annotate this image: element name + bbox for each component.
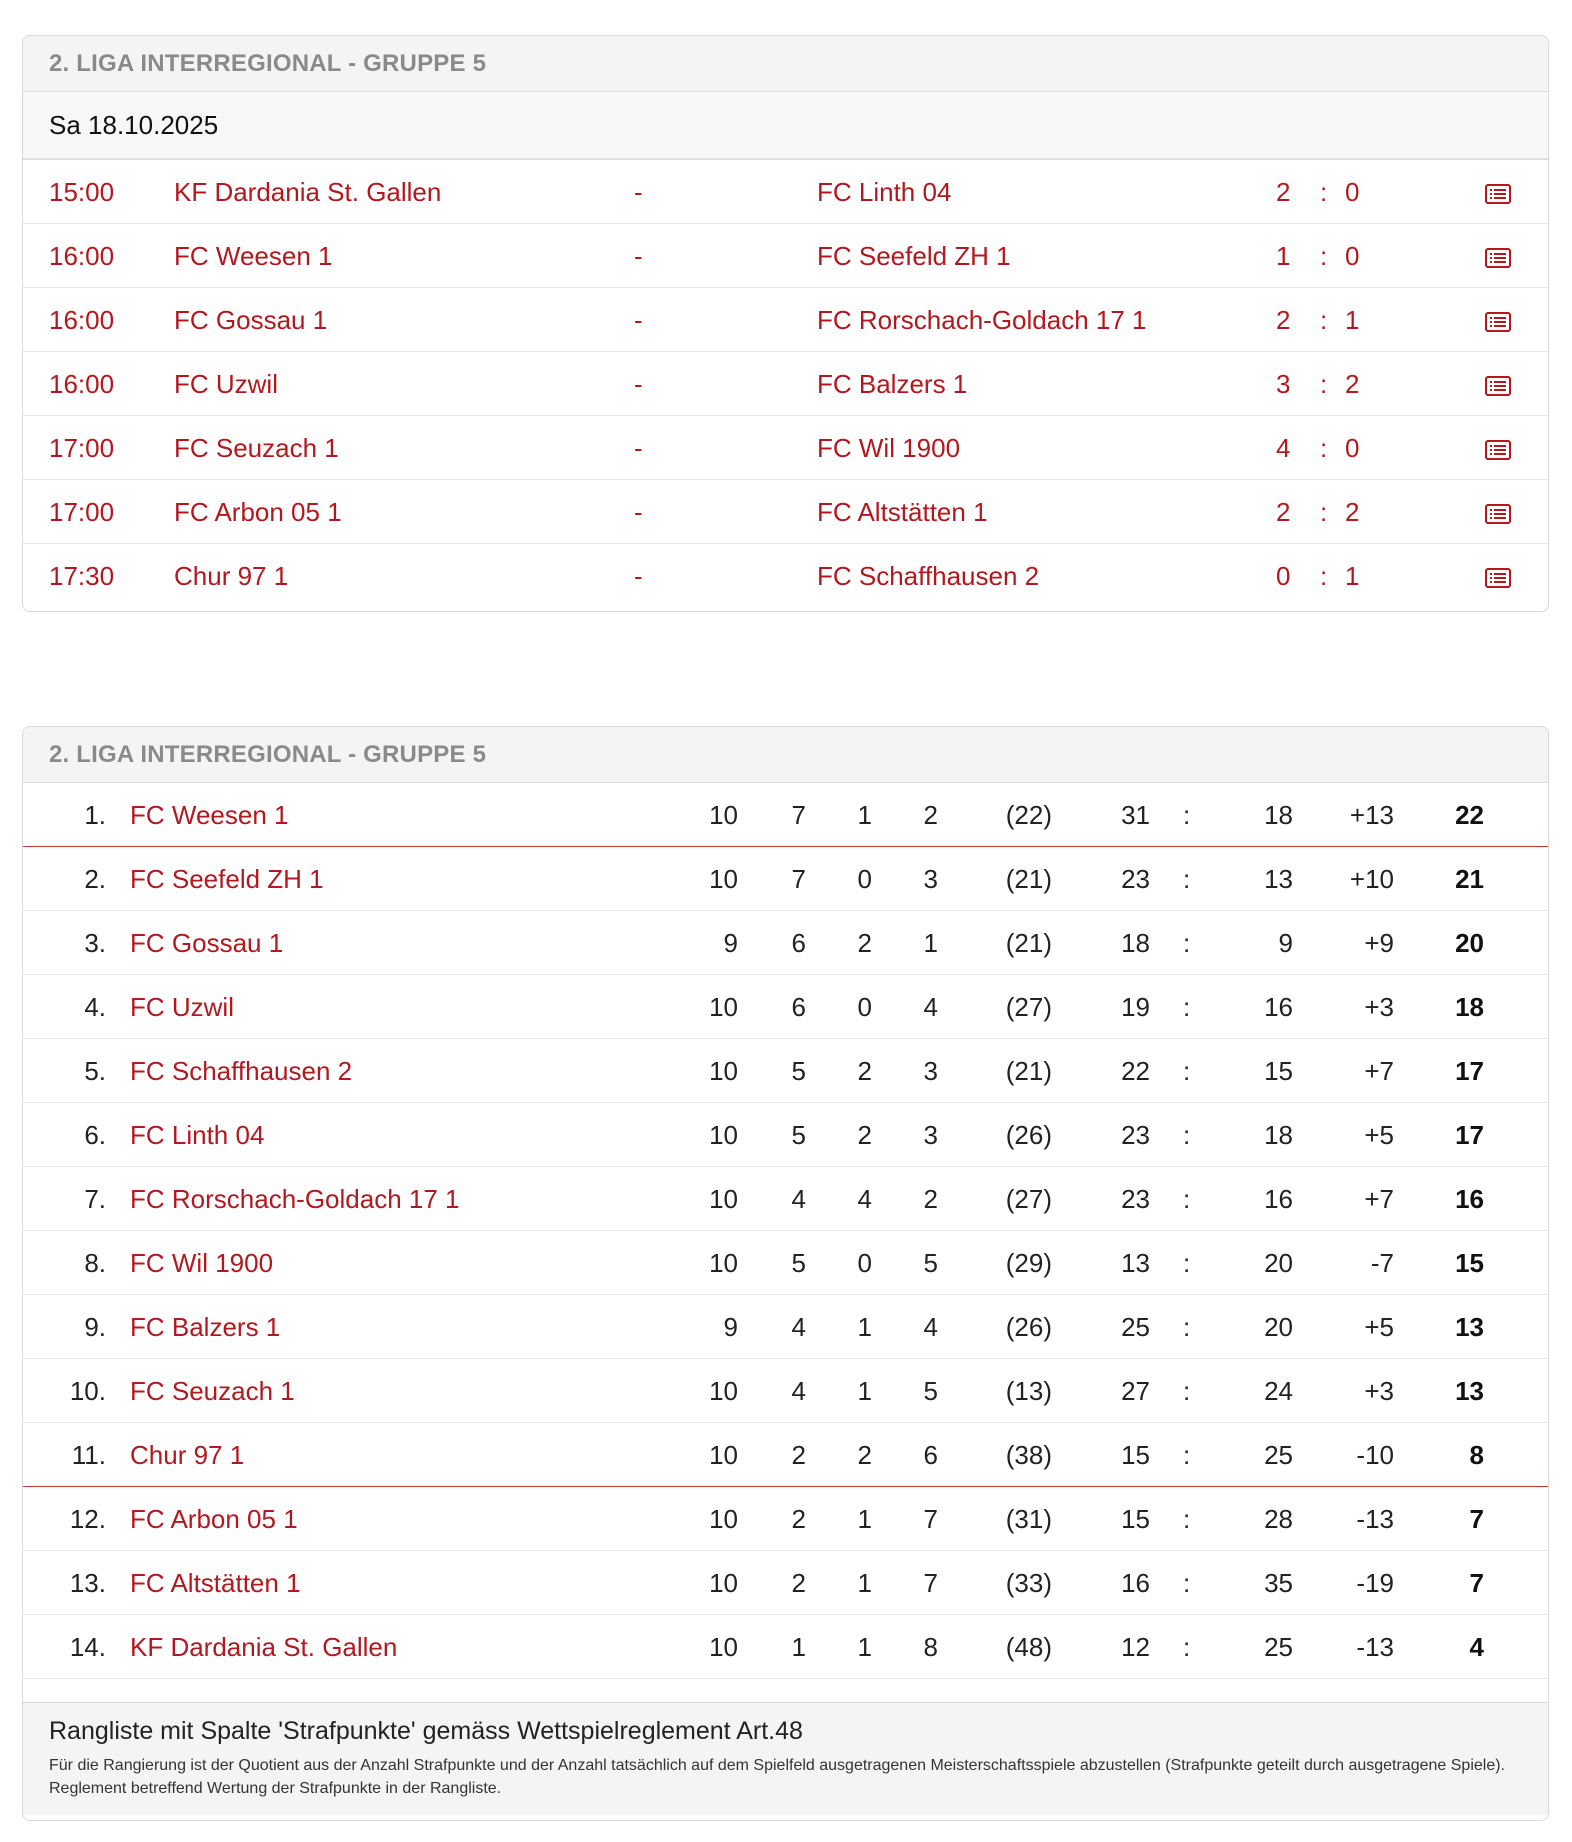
games-played: 10 <box>709 1504 738 1534</box>
match-separator: - <box>634 241 643 271</box>
draws: 0 <box>857 992 872 1022</box>
goals-for: 19 <box>1121 992 1150 1022</box>
team-link[interactable]: FC Rorschach-Goldach 17 1 <box>130 1184 460 1214</box>
match-separator: - <box>634 433 643 463</box>
score-colon: : <box>1320 369 1328 399</box>
goals-against: 20 <box>1264 1312 1293 1342</box>
wins: 5 <box>791 1248 806 1278</box>
match-row[interactable] <box>23 224 1548 288</box>
score-colon: : <box>1320 561 1328 591</box>
away-score[interactable]: 1 <box>1345 305 1360 335</box>
losses: 1 <box>923 928 938 958</box>
match-row[interactable] <box>23 160 1548 224</box>
draws: 1 <box>857 1632 872 1662</box>
standings-table <box>23 783 1548 1679</box>
rank: 12. <box>69 1504 106 1534</box>
wins: 7 <box>791 800 806 830</box>
goals-colon: : <box>1183 1568 1191 1598</box>
draws: 0 <box>857 864 872 894</box>
goals-for: 18 <box>1121 928 1150 958</box>
penalty-points: (21) <box>1005 1056 1052 1086</box>
rank: 4. <box>84 992 106 1022</box>
goal-difference: +5 <box>1364 1312 1394 1342</box>
rank: 11. <box>71 1440 106 1470</box>
home-team-link[interactable]: Chur 97 1 <box>174 561 289 591</box>
points: 17 <box>1455 1120 1484 1150</box>
games-played: 10 <box>709 1568 738 1598</box>
away-score[interactable]: 2 <box>1345 497 1360 527</box>
away-team-link[interactable]: FC Seefeld ZH 1 <box>817 241 1011 271</box>
away-team-link[interactable]: FC Wil 1900 <box>817 433 961 463</box>
match-time[interactable]: 16:00 <box>49 241 115 271</box>
losses: 3 <box>923 1120 938 1150</box>
losses: 2 <box>923 1184 938 1214</box>
rank: 6. <box>84 1120 106 1150</box>
goals-for: 27 <box>1121 1376 1150 1406</box>
goal-difference: +7 <box>1364 1056 1394 1086</box>
table-row <box>23 1423 1548 1487</box>
games-played: 10 <box>709 800 738 830</box>
wins: 5 <box>791 1056 806 1086</box>
table-row <box>23 783 1548 847</box>
draws: 1 <box>857 1568 872 1598</box>
team-link[interactable]: FC Gossau 1 <box>130 928 284 958</box>
goals-for: 15 <box>1121 1504 1150 1534</box>
penalty-points: (31) <box>1005 1504 1052 1534</box>
team-link[interactable]: FC Weesen 1 <box>130 800 289 830</box>
away-score[interactable]: 0 <box>1345 433 1360 463</box>
match-row[interactable] <box>23 416 1548 480</box>
goals-colon: : <box>1183 1248 1191 1278</box>
table-row <box>23 1167 1548 1231</box>
table-row <box>23 1487 1548 1551</box>
goal-difference: +5 <box>1364 1120 1394 1150</box>
goal-difference: -7 <box>1370 1248 1394 1278</box>
away-team-link[interactable]: FC Altstätten 1 <box>817 497 988 527</box>
wins: 5 <box>791 1120 806 1150</box>
goals-colon: : <box>1183 928 1191 958</box>
away-team-link[interactable]: FC Rorschach-Goldach 17 1 <box>817 305 1147 335</box>
goal-difference: -19 <box>1356 1568 1394 1598</box>
goals-against: 15 <box>1264 1056 1293 1086</box>
games-played: 10 <box>709 1056 738 1086</box>
goals-for: 23 <box>1121 1120 1150 1150</box>
goals-colon: : <box>1183 1440 1191 1470</box>
match-separator: - <box>634 177 643 207</box>
goal-difference: +3 <box>1364 1376 1394 1406</box>
goals-against: 18 <box>1264 800 1293 830</box>
score-colon: : <box>1320 241 1328 271</box>
draws: 4 <box>857 1184 872 1214</box>
score-colon: : <box>1320 497 1328 527</box>
standings-panel-title: 2. LIGA INTERREGIONAL - GRUPPE 5 <box>23 727 1548 783</box>
away-score[interactable]: 0 <box>1345 241 1360 271</box>
table-row <box>23 1103 1548 1167</box>
goals-colon: : <box>1183 1504 1191 1534</box>
home-score[interactable]: 2 <box>1276 177 1291 207</box>
goals-against: 35 <box>1264 1568 1293 1598</box>
team-link[interactable]: FC Altstätten 1 <box>130 1568 301 1598</box>
home-team-link[interactable]: FC Arbon 05 1 <box>174 497 342 527</box>
points: 22 <box>1455 800 1484 830</box>
goals-colon: : <box>1183 800 1191 830</box>
goals-against: 20 <box>1264 1248 1293 1278</box>
losses: 8 <box>923 1632 938 1662</box>
match-separator: - <box>634 369 643 399</box>
wins: 2 <box>791 1568 806 1598</box>
goal-difference: -13 <box>1356 1632 1394 1662</box>
losses: 2 <box>923 800 938 830</box>
penalty-points: (22) <box>1005 800 1052 830</box>
match-time[interactable]: 17:00 <box>49 433 115 463</box>
goals-for: 12 <box>1121 1632 1150 1662</box>
points: 21 <box>1455 864 1484 894</box>
wins: 4 <box>791 1376 806 1406</box>
team-link[interactable]: KF Dardania St. Gallen <box>130 1632 398 1662</box>
wins: 2 <box>791 1440 806 1470</box>
points: 13 <box>1455 1312 1484 1342</box>
home-score[interactable]: 4 <box>1276 433 1291 463</box>
away-team-link[interactable]: FC Schaffhausen 2 <box>817 561 1040 591</box>
home-score[interactable]: 3 <box>1276 369 1291 399</box>
away-team-link[interactable]: FC Balzers 1 <box>817 369 968 399</box>
match-row[interactable] <box>23 480 1548 544</box>
goals-colon: : <box>1183 1312 1191 1342</box>
games-played: 10 <box>709 992 738 1022</box>
report-icon[interactable] <box>1485 416 1511 480</box>
report-icon[interactable] <box>1485 352 1511 416</box>
wins: 4 <box>791 1184 806 1214</box>
games-played: 9 <box>723 1312 738 1342</box>
home-score[interactable]: 1 <box>1276 241 1291 271</box>
match-row[interactable] <box>23 544 1548 608</box>
goals-colon: : <box>1183 1120 1191 1150</box>
goals-for: 31 <box>1121 800 1150 830</box>
points: 16 <box>1455 1184 1484 1214</box>
losses: 6 <box>923 1440 938 1470</box>
rank: 9. <box>84 1312 106 1342</box>
goals-for: 16 <box>1121 1568 1150 1598</box>
note-title: Rangliste mit Spalte 'Strafpunkte' gemäss Wettspielreglement Art.48 <box>49 1717 803 1745</box>
wins: 1 <box>791 1632 806 1662</box>
points: 7 <box>1469 1568 1484 1598</box>
goal-difference: +9 <box>1364 928 1394 958</box>
goal-difference: +13 <box>1349 800 1394 830</box>
table-row <box>23 975 1548 1039</box>
home-team-link[interactable]: FC Gossau 1 <box>174 305 328 335</box>
goals-colon: : <box>1183 1184 1191 1214</box>
match-time[interactable]: 15:00 <box>49 177 115 207</box>
points: 20 <box>1455 928 1484 958</box>
match-date: Sa 18.10.2025 <box>23 92 1548 160</box>
rank: 7. <box>84 1184 106 1214</box>
home-score[interactable]: 2 <box>1276 305 1291 335</box>
draws: 0 <box>857 1248 872 1278</box>
draws: 2 <box>857 1440 872 1470</box>
match-time[interactable]: 16:00 <box>49 369 115 399</box>
report-icon[interactable] <box>1485 480 1511 544</box>
points: 8 <box>1469 1440 1484 1470</box>
games-played: 10 <box>709 864 738 894</box>
losses: 4 <box>923 992 938 1022</box>
wins: 7 <box>791 864 806 894</box>
report-icon[interactable] <box>1485 544 1511 608</box>
draws: 2 <box>857 1120 872 1150</box>
goals-against: 28 <box>1264 1504 1293 1534</box>
penalty-points: (21) <box>1005 928 1052 958</box>
home-team-link[interactable]: KF Dardania St. Gallen <box>174 177 442 207</box>
points: 15 <box>1455 1248 1484 1278</box>
goals-colon: : <box>1183 1056 1191 1086</box>
goals-against: 16 <box>1264 992 1293 1022</box>
team-link[interactable]: FC Seuzach 1 <box>130 1376 295 1406</box>
goals-for: 13 <box>1121 1248 1150 1278</box>
match-time[interactable]: 16:00 <box>49 305 115 335</box>
goals-colon: : <box>1183 1376 1191 1406</box>
games-played: 10 <box>709 1440 738 1470</box>
match-separator: - <box>634 305 643 335</box>
team-link[interactable]: FC Balzers 1 <box>130 1312 281 1342</box>
table-row <box>23 1551 1548 1615</box>
score-colon: : <box>1320 305 1328 335</box>
goals-against: 25 <box>1264 1440 1293 1470</box>
penalty-points: (33) <box>1005 1568 1052 1598</box>
rank: 10. <box>69 1376 106 1406</box>
results-panel-title: 2. LIGA INTERREGIONAL - GRUPPE 5 <box>23 36 1548 92</box>
away-team-link[interactable]: FC Linth 04 <box>817 177 952 207</box>
penalty-points: (27) <box>1005 992 1052 1022</box>
home-team-link[interactable]: FC Weesen 1 <box>174 241 333 271</box>
penalty-points: (26) <box>1005 1312 1052 1342</box>
points: 18 <box>1455 992 1484 1022</box>
penalty-points: (38) <box>1005 1440 1052 1470</box>
goals-against: 25 <box>1264 1632 1293 1662</box>
draws: 1 <box>857 1376 872 1406</box>
team-link[interactable]: FC Arbon 05 1 <box>130 1504 298 1534</box>
rank: 5. <box>84 1056 106 1086</box>
rank: 8. <box>84 1248 106 1278</box>
goal-difference: +7 <box>1364 1184 1394 1214</box>
penalty-points: (26) <box>1005 1120 1052 1150</box>
goals-for: 23 <box>1121 864 1150 894</box>
table-row <box>23 911 1548 975</box>
rank: 1. <box>84 800 106 830</box>
points: 7 <box>1469 1504 1484 1534</box>
home-team-link[interactable]: FC Seuzach 1 <box>174 433 339 463</box>
games-played: 10 <box>709 1376 738 1406</box>
match-row[interactable] <box>23 352 1548 416</box>
rank: 3. <box>84 928 106 958</box>
home-score[interactable]: 2 <box>1276 497 1291 527</box>
goals-against: 16 <box>1264 1184 1293 1214</box>
table-row <box>23 1231 1548 1295</box>
report-icon[interactable] <box>1485 160 1511 224</box>
losses: 3 <box>923 1056 938 1086</box>
penalty-points: (27) <box>1005 1184 1052 1214</box>
games-played: 10 <box>709 1184 738 1214</box>
goals-for: 25 <box>1121 1312 1150 1342</box>
goals-against: 9 <box>1278 928 1293 958</box>
goal-difference: +3 <box>1364 992 1394 1022</box>
draws: 1 <box>857 1504 872 1534</box>
draws: 2 <box>857 928 872 958</box>
table-row <box>23 1359 1548 1423</box>
goals-for: 22 <box>1121 1056 1150 1086</box>
team-link[interactable]: FC Linth 04 <box>130 1120 265 1150</box>
penalty-points: (13) <box>1005 1376 1052 1406</box>
games-played: 10 <box>709 1248 738 1278</box>
table-row <box>23 847 1548 911</box>
match-row[interactable] <box>23 288 1548 352</box>
match-separator: - <box>634 561 643 591</box>
home-score[interactable]: 0 <box>1276 561 1291 591</box>
games-played: 10 <box>709 1632 738 1662</box>
note-text: Für die Rangierung ist der Quotient aus der Anzahl Strafpunkte und der Anzahl tatsächlich auf dem Spielfeld ausgetragenen Meisterschaftsspiele abzustellen (Strafpunkte geteilt durch ausgetragene Spiele). Reglement betreffend Wertung der Strafpunkte in der Rangliste. <box>49 1757 1505 1797</box>
score-colon: : <box>1320 433 1328 463</box>
team-link[interactable]: FC Uzwil <box>130 992 234 1022</box>
home-team-link[interactable]: FC Uzwil <box>174 369 278 399</box>
goal-difference: -13 <box>1356 1504 1394 1534</box>
losses: 7 <box>923 1504 938 1534</box>
games-played: 9 <box>723 928 738 958</box>
goal-difference: -10 <box>1356 1440 1394 1470</box>
goals-against: 24 <box>1264 1376 1293 1406</box>
draws: 2 <box>857 1056 872 1086</box>
table-row <box>23 1615 1548 1679</box>
goals-for: 15 <box>1121 1440 1150 1470</box>
goals-against: 18 <box>1264 1120 1293 1150</box>
penalty-points: (48) <box>1005 1632 1052 1662</box>
draws: 1 <box>857 1312 872 1342</box>
team-link[interactable]: FC Schaffhausen 2 <box>130 1056 353 1086</box>
losses: 5 <box>923 1248 938 1278</box>
match-time[interactable]: 17:00 <box>49 497 115 527</box>
away-score[interactable]: 1 <box>1345 561 1360 591</box>
results-panel <box>22 35 1549 612</box>
points: 17 <box>1455 1056 1484 1086</box>
team-link[interactable]: Chur 97 1 <box>130 1440 245 1470</box>
standings-note <box>23 1703 1548 1815</box>
away-score[interactable]: 0 <box>1345 177 1360 207</box>
standings-panel <box>22 726 1549 1821</box>
points: 4 <box>1469 1632 1484 1662</box>
wins: 4 <box>791 1312 806 1342</box>
draws: 1 <box>857 800 872 830</box>
losses: 7 <box>923 1568 938 1598</box>
goal-difference: +10 <box>1349 864 1394 894</box>
away-score[interactable]: 2 <box>1345 369 1360 399</box>
match-time[interactable]: 17:30 <box>49 561 115 591</box>
match-separator: - <box>634 497 643 527</box>
wins: 6 <box>791 992 806 1022</box>
team-link[interactable]: FC Wil 1900 <box>130 1248 274 1278</box>
table-row <box>23 1039 1548 1103</box>
score-colon: : <box>1320 177 1328 207</box>
goals-colon: : <box>1183 1632 1191 1662</box>
rank: 2. <box>84 864 106 894</box>
goals-colon: : <box>1183 992 1191 1022</box>
goals-against: 13 <box>1264 864 1293 894</box>
table-row <box>23 1295 1548 1359</box>
losses: 5 <box>923 1376 938 1406</box>
penalty-points: (21) <box>1005 864 1052 894</box>
points: 13 <box>1455 1376 1484 1406</box>
rank: 14. <box>69 1632 106 1662</box>
report-icon[interactable] <box>1485 224 1511 288</box>
goals-for: 23 <box>1121 1184 1150 1214</box>
report-icon[interactable] <box>1485 288 1511 352</box>
goals-colon: : <box>1183 864 1191 894</box>
table-spacer <box>23 1679 1548 1703</box>
games-played: 10 <box>709 1120 738 1150</box>
wins: 2 <box>791 1504 806 1534</box>
penalty-points: (29) <box>1005 1248 1052 1278</box>
team-link[interactable]: FC Seefeld ZH 1 <box>130 864 324 894</box>
match-list <box>23 160 1548 608</box>
wins: 6 <box>791 928 806 958</box>
losses: 3 <box>923 864 938 894</box>
losses: 4 <box>923 1312 938 1342</box>
rank: 13. <box>69 1568 106 1598</box>
